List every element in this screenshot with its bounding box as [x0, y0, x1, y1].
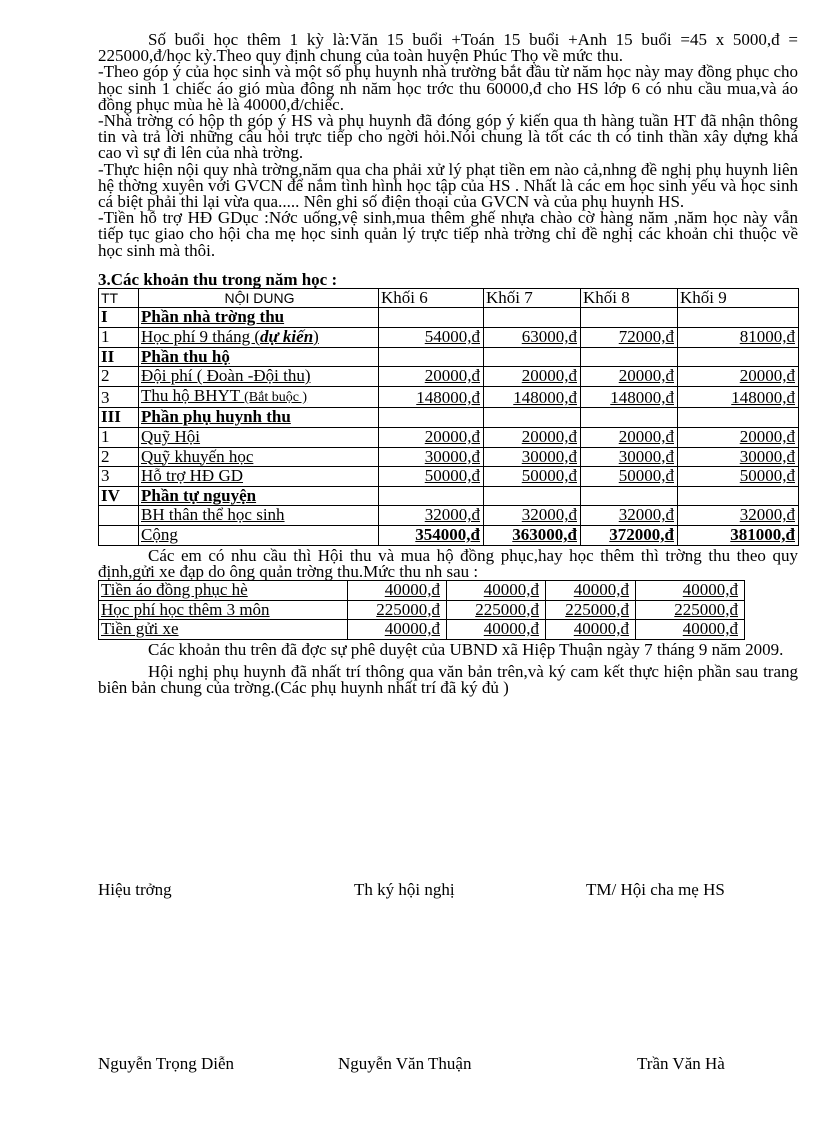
fee-table-row — [99, 386, 799, 408]
fee-grade-9-value: 148000,đ — [678, 386, 799, 408]
fee-table — [98, 288, 799, 546]
row-number: I — [99, 308, 139, 328]
fee-grade-6-value: 148000,đ — [379, 386, 484, 408]
fee-table-row — [99, 428, 799, 448]
fee-grade-6-value — [379, 308, 484, 328]
fee-grade-6-value: 32000,đ — [379, 506, 484, 526]
fee-table-row — [99, 467, 799, 487]
fee-grade-9-value: 50000,đ — [678, 467, 799, 487]
fee-grade-8-value: 50000,đ — [581, 467, 678, 487]
row-content: Đội phí ( Đoàn -Đội thu) — [139, 367, 379, 387]
row-content — [139, 328, 379, 348]
extra-row-content: Tiền áo đồng phục hè — [99, 580, 348, 600]
fee-grade-7-value — [484, 347, 581, 367]
header-grade-7: Khối 7 — [484, 288, 581, 308]
fee-grade-6-value: 54000,đ — [379, 328, 484, 348]
fee-grade-9-value: 20000,đ — [678, 367, 799, 387]
fee-grade-7-value: 30000,đ — [484, 447, 581, 467]
fee-grade-7-value: 50000,đ — [484, 467, 581, 487]
row-number: 3 — [99, 467, 139, 487]
fee-grade-7-value: 20000,đ — [484, 367, 581, 387]
fee-grade-6-value: 354000,đ — [379, 525, 484, 545]
extra-grade-7-value: 225000,đ — [447, 600, 546, 620]
fee-table-row — [99, 328, 799, 348]
fee-table-group-row — [99, 308, 799, 328]
row-content: Hỗ trợ HĐ GD — [139, 467, 379, 487]
row-number: 2 — [99, 447, 139, 467]
row-content: BH thân thể học sinh — [139, 506, 379, 526]
row-content-tail: ) — [313, 327, 319, 347]
fee-grade-7-value — [484, 308, 581, 328]
extra-grade-6-value: 40000,đ — [348, 580, 447, 600]
extra-table-row — [99, 580, 745, 600]
fee-grade-7-value — [484, 408, 581, 428]
extra-grade-7-value: 40000,đ — [447, 580, 546, 600]
fee-grade-8-value — [581, 308, 678, 328]
header-grade-9: Khối 9 — [678, 288, 799, 308]
extra-intro: Các em có nhu cầu thì Hội thu và mua hộ đồng phục,hay học thêm thì trờng thu theo quy định,gửi xe đạp do ông quản trờng thu.Mức thu nh sau : — [98, 545, 798, 581]
row-number — [99, 525, 139, 545]
intro-paragraph-3: -Nhà trờng có hộp th góp ý HS và phụ huynh đã đóng góp ý kiến qua th hàng tuần HT đã nhận thông tin và trả lời những câu hỏi trực tiếp cho ngời hỏi.Nói chung là tốt các th có tinh thần xây dựng khá cao vì sự đi lên của nhà trờng. — [98, 111, 798, 163]
fee-grade-7-value: 363000,đ — [484, 525, 581, 545]
extra-grade-9-value: 40000,đ — [636, 620, 745, 640]
fee-grade-7-value: 32000,đ — [484, 506, 581, 526]
row-content: Quỹ khuyến học — [139, 447, 379, 467]
row-content-text: Học phí 9 tháng ( — [141, 327, 260, 347]
fee-grade-6-value: 30000,đ — [379, 447, 484, 467]
row-number: 2 — [99, 367, 139, 387]
fee-grade-9-value — [678, 486, 799, 506]
intro-paragraph-5: -Tiền hỗ trợ HĐ GDục :Nớc uống,vệ sinh,mua thêm ghế nhựa chào cờ hàng năm ,năm học này vẫn tiếp tục giao cho hội cha mẹ học sinh quản lý trực tiếp nhà trờng chỉ đề nghị các khoản chi thuộc về học sinh mà thôi. — [98, 208, 798, 260]
fee-table-row — [99, 367, 799, 387]
extra-grade-8-value: 40000,đ — [546, 580, 636, 600]
fee-grade-9-value: 81000,đ — [678, 328, 799, 348]
fee-grade-9-value: 30000,đ — [678, 447, 799, 467]
approval-text: Các khoản thu trên đã đợc sự phê duyệt của UBND xã Hiệp Thuận ngày 7 tháng 9 năm 2009. — [148, 639, 784, 659]
signature-name-parents-rep: Trần Văn Hà — [637, 1054, 725, 1073]
signature-title-principal: Hiệu trởng — [98, 880, 172, 899]
fee-grade-8-value: 20000,đ — [581, 428, 678, 448]
extra-grade-6-value: 40000,đ — [348, 620, 447, 640]
row-number — [99, 506, 139, 526]
row-number: 1 — [99, 428, 139, 448]
intro-paragraph-2: -Theo góp ý của học sinh và một số phụ huynh nhà trường bắt đầu từ năm học này may đồng phục cho học sinh 1 chiếc áo gió mùa đông nh năm học trớc thu 60000,đ cho HS lớp 6 có nhu cầu mua,và áo đồng phục mùa hè là 40000,đ/chiếc. — [98, 62, 798, 114]
fee-grade-8-value: 72000,đ — [581, 328, 678, 348]
fee-grade-7-value: 63000,đ — [484, 328, 581, 348]
row-content — [139, 386, 379, 408]
header-grade-6: Khối 6 — [379, 288, 484, 308]
fee-table-group-row — [99, 347, 799, 367]
row-number: 1 — [99, 328, 139, 348]
row-content: Phần thu hộ — [139, 347, 379, 367]
extra-grade-8-value: 40000,đ — [546, 620, 636, 640]
signature-name-principal: Nguyễn Trọng Diễn — [98, 1054, 235, 1073]
fee-grade-8-value: 148000,đ — [581, 386, 678, 408]
fee-grade-8-value: 30000,đ — [581, 447, 678, 467]
extra-grade-6-value: 225000,đ — [348, 600, 447, 620]
fee-grade-8-value: 20000,đ — [581, 367, 678, 387]
fee-grade-9-value: 20000,đ — [678, 428, 799, 448]
fee-grade-6-value — [379, 347, 484, 367]
row-content-text: Thu hộ BHYT — [141, 385, 245, 405]
row-content: Phần phụ huynh thu — [139, 408, 379, 428]
row-number: III — [99, 408, 139, 428]
fee-table-row — [99, 447, 799, 467]
extra-grade-9-value: 40000,đ — [636, 580, 745, 600]
fee-grade-7-value — [484, 486, 581, 506]
header-grade-8: Khối 8 — [581, 288, 678, 308]
agreement-text: Hội nghị phụ huynh đã nhất trí thông qua văn bản trên,và ký cam kết thực hiện phần sau trang biên bản chung của trờng.(Các phụ huynh nhất trí đã ký đủ ) — [98, 661, 798, 698]
fee-grade-7-value: 20000,đ — [484, 428, 581, 448]
row-content: Phần nhà trờng thu — [139, 308, 379, 328]
fee-grade-6-value — [379, 408, 484, 428]
extra-grade-7-value: 40000,đ — [447, 620, 546, 640]
header-tt: TT — [99, 288, 139, 308]
signature-name-secretary: Nguyễn Văn Thuận — [338, 1054, 472, 1073]
fee-grade-6-value: 20000,đ — [379, 367, 484, 387]
fee-grade-8-value: 372000,đ — [581, 525, 678, 545]
row-content: Quỹ Hội — [139, 428, 379, 448]
signature-title-secretary: Th ký hội nghị — [354, 880, 455, 899]
extra-row-content: Tiền gửi xe — [99, 620, 348, 640]
fee-table-group-row — [99, 486, 799, 506]
fee-grade-9-value: 381000,đ — [678, 525, 799, 545]
extra-row-content: Học phí học thêm 3 môn — [99, 600, 348, 620]
extra-grade-9-value: 225000,đ — [636, 600, 745, 620]
fee-grade-9-value — [678, 308, 799, 328]
fee-grade-8-value: 32000,đ — [581, 506, 678, 526]
fee-grade-7-value: 148000,đ — [484, 386, 581, 408]
extra-table — [98, 580, 745, 640]
row-content-note: (Bắt buộc ) — [244, 389, 308, 405]
intro-paragraph-4: -Thực hiện nội quy nhà trờng,năm qua cha phải xử lý phạt tiền em nào cả,nhng đề nghị phụ huynh liên hệ thờng xuyên với GVCN để nắm tình hình học tập của HS . Nhất là các em học sinh yếu và học sinh cá biệt phải thi lại vừa qua..... Nên ghi số điện thoại của GVCN và của phụ huynh HS. — [98, 159, 798, 212]
row-number: II — [99, 347, 139, 367]
fee-grade-6-value: 50000,đ — [379, 467, 484, 487]
extra-table-row — [99, 620, 745, 640]
header-content: NỘI DUNG — [139, 288, 379, 308]
fee-grade-6-value — [379, 486, 484, 506]
row-content-emphasis: dự kiến — [259, 327, 314, 347]
row-content: Phần tự nguyện — [139, 486, 379, 506]
row-number: 3 — [99, 386, 139, 408]
fee-table-total-row — [99, 525, 799, 545]
row-number: IV — [99, 486, 139, 506]
extra-table-row — [99, 600, 745, 620]
section-title: 3.Các khoản thu trong năm học : — [98, 269, 338, 289]
document-page — [98, 32, 798, 696]
fee-table-header-row — [99, 288, 799, 308]
fee-grade-8-value — [581, 347, 678, 367]
intro-paragraph-1: Số buổi học thêm 1 kỳ là:Văn 15 buổi +Toán 15 buổi +Anh 15 buổi =45 x 5000,đ = 225000,đ/học kỳ.Theo quy định chung của toàn huyện Phúc Thọ về mức thu. — [98, 30, 798, 66]
fee-grade-9-value — [678, 347, 799, 367]
fee-grade-9-value — [678, 408, 799, 428]
fee-table-group-row — [99, 408, 799, 428]
fee-grade-9-value: 32000,đ — [678, 506, 799, 526]
fee-grade-8-value — [581, 486, 678, 506]
fee-table-row — [99, 506, 799, 526]
fee-grade-6-value: 20000,đ — [379, 428, 484, 448]
fee-grade-8-value — [581, 408, 678, 428]
signature-title-parents-rep: TM/ Hội cha mẹ HS — [586, 880, 725, 899]
row-content: Cộng — [139, 525, 379, 545]
extra-grade-8-value: 225000,đ — [546, 600, 636, 620]
